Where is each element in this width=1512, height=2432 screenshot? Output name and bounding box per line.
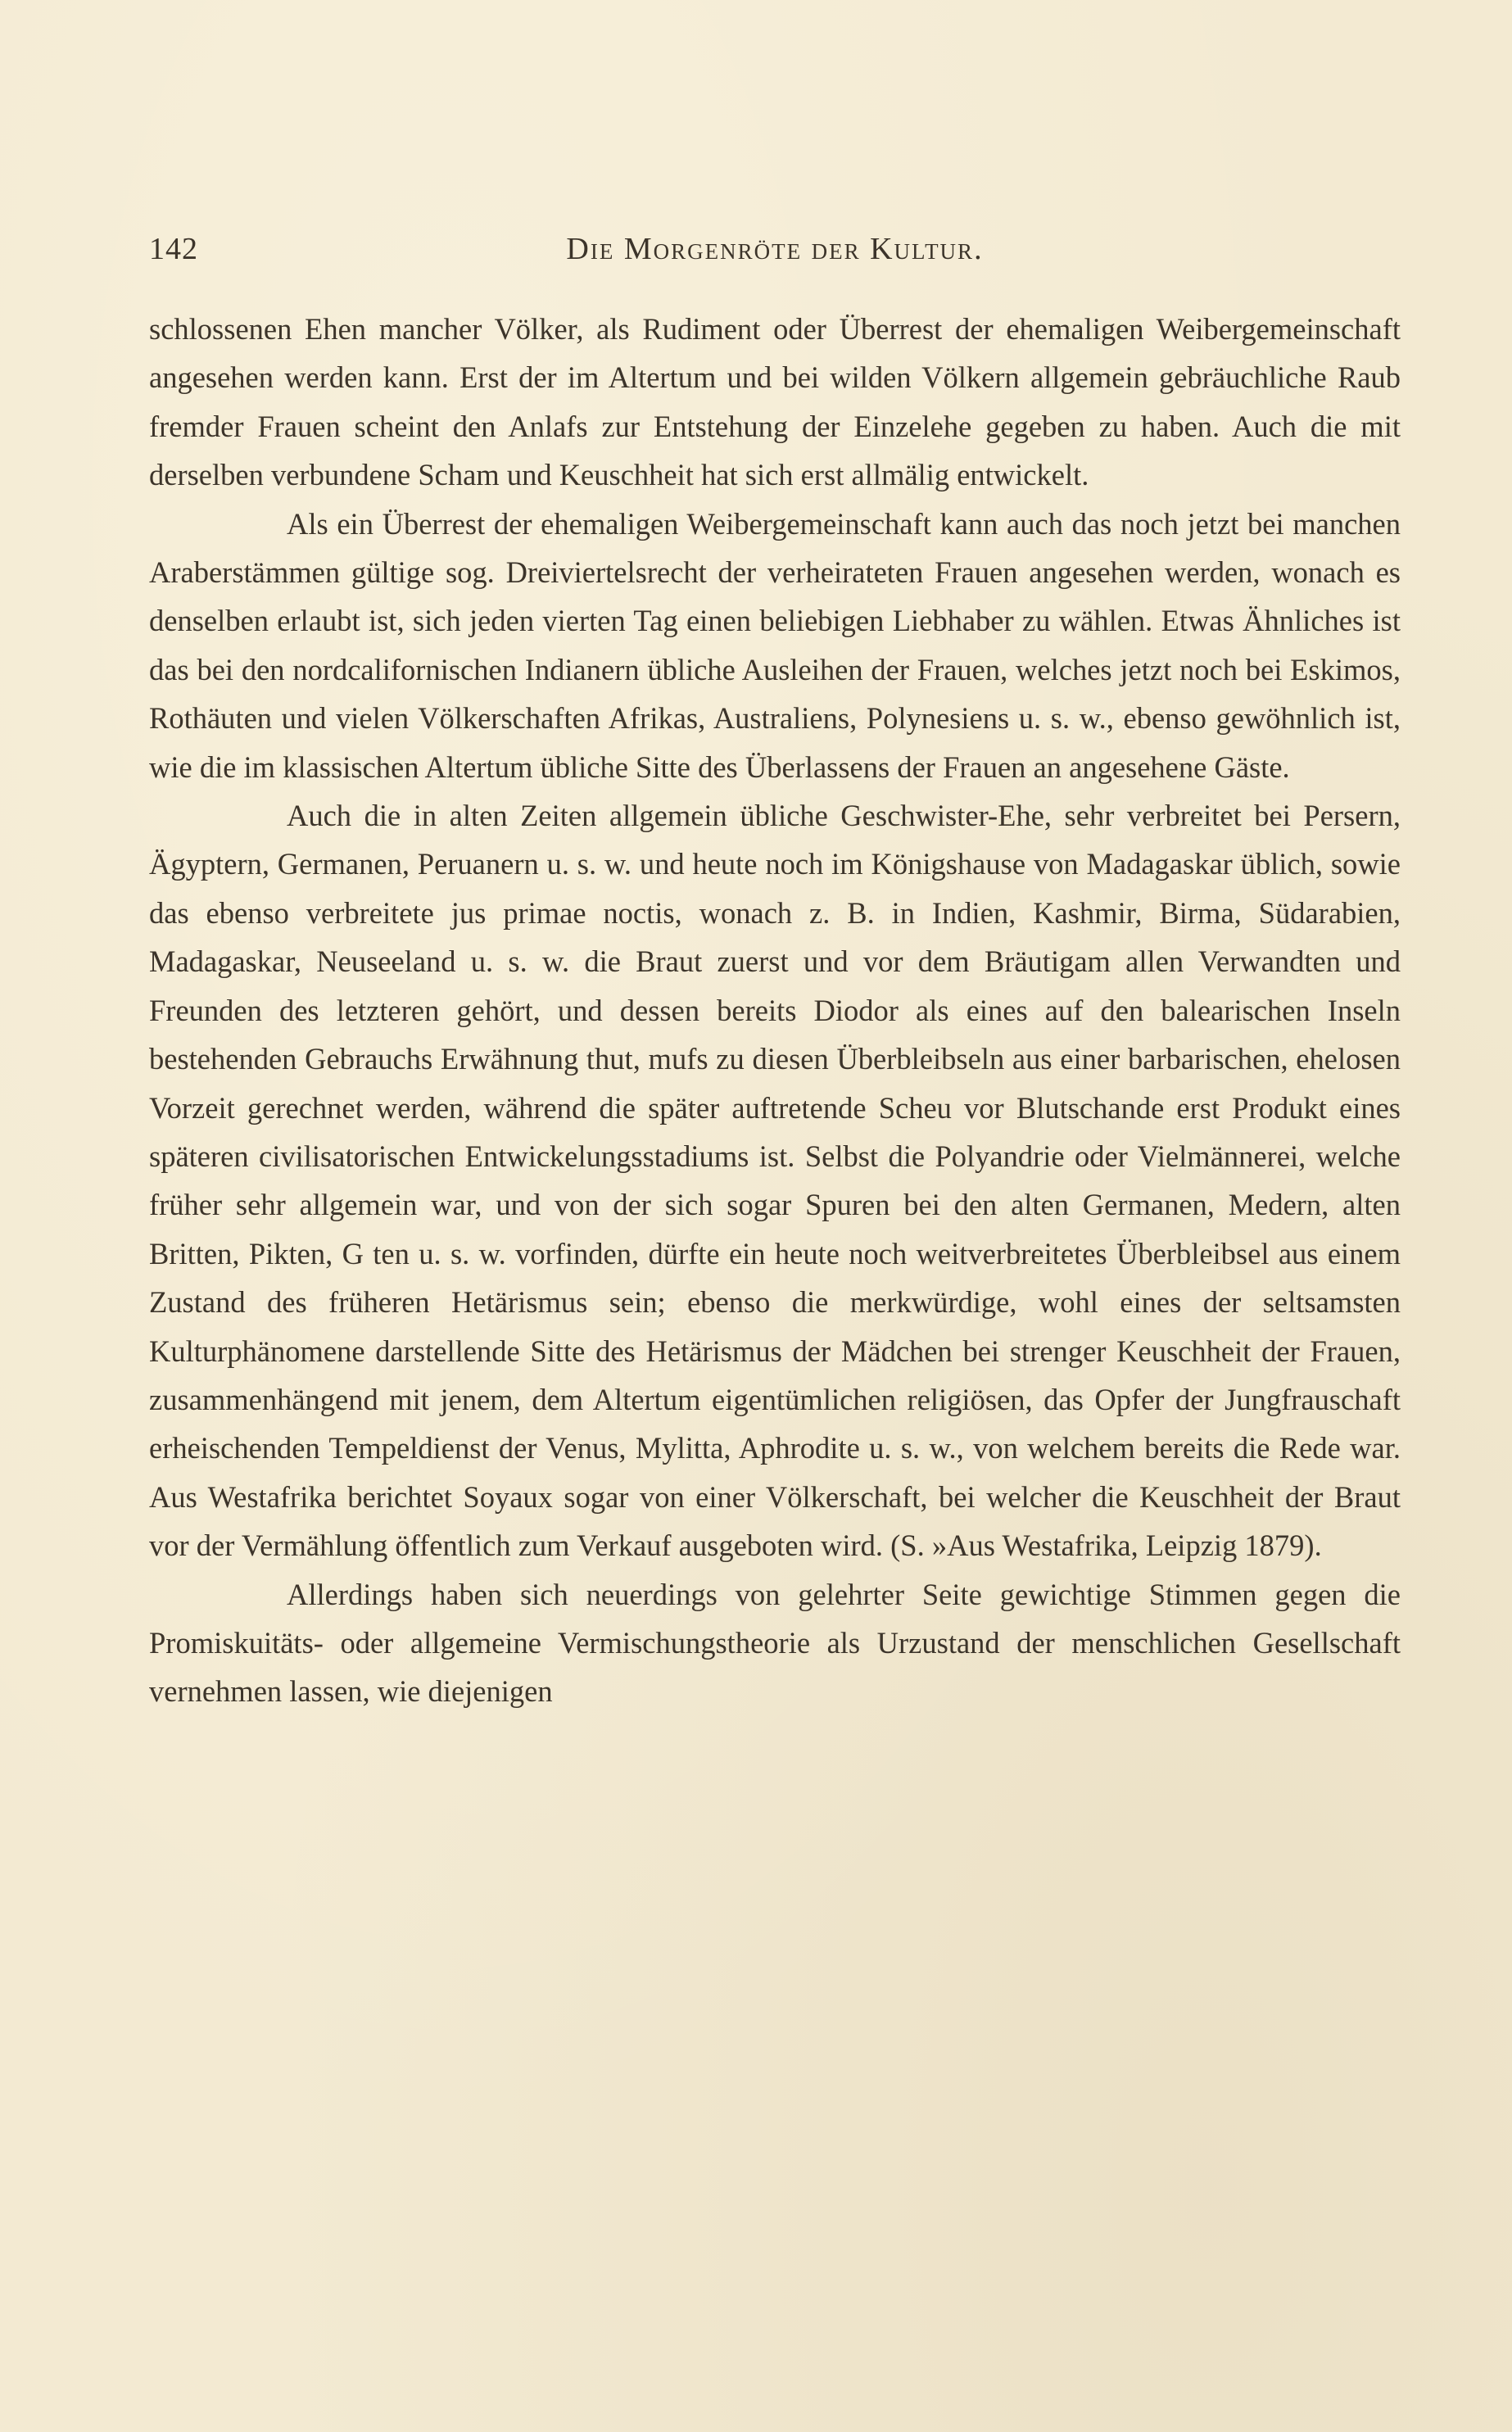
- body-text: [149, 305, 1401, 1716]
- running-title: Die Morgenröte der Kultur.: [566, 232, 984, 266]
- paragraph-4: Allerdings haben sich neuerdings von gelehrter Seite gewichtige Stimmen gegen die Promiskuitäts- oder allgemeine Vermischungstheorie als Urzustand der menschlichen Gesellschaft vernehmen lassen, wie diejenigen: [149, 1577, 1401, 1709]
- paragraph-2: Als ein Überrest der ehemaligen Weibergemeinschaft kann auch das noch jetzt bei manchen Araberstämmen gültige sog. Dreiviertelsrecht der verheirateten Frauen angesehen werden, wonach es denselben erlaubt ist, sich jeden vierten Tag einen beliebigen Liebhaber zu wählen. Etwas Ähnliches ist das bei den nordcalifornischen Indianern übliche Ausleihen der Frauen, welches jetzt noch bei Eskimos, Rothäuten und vielen Völkerschaften Afrikas, Australiens, Polynesiens u. s. w., ebenso gewöhnlich ist, wie die im klassischen Altertum übliche Sitte des Überlassens der Frauen an angesehene Gäste.: [149, 506, 1401, 784]
- running-head: [149, 226, 1401, 272]
- paragraph-3: Auch die in alten Zeiten allgemein übliche Geschwister-Ehe, sehr verbreitet bei Persern, Ägyptern, Germanen, Peruanern u. s. w. und heute noch im Königshause von Madagaskar üblich, sowie das ebenso verbreitete jus primae noctis, wonach z. B. in Indien, Kashmir, Birma, Südarabien, Madagaskar, Neuseeland u. s. w. die Braut zuerst und vor dem Bräutigam allen Verwandten und Freunden des letzteren gehört, und dessen bereits Diodor als eines auf den balearischen Inseln bestehenden Gebrauchs Erwähnung thut, mufs zu diesen Überbleibseln aus einer barbarischen, ehelosen Vorzeit gerechnet werden, während die später auftretende Scheu vor Blutschande erst Produkt eines späteren civilisatorischen Entwickelungsstadiums ist. Selbst die Polyandrie oder Vielmännerei, welche früher sehr allgemein war, und von der sich sogar Spuren bei den alten Germanen, Medern, alten Britten, Pikten, G ten u. s. w. vorfinden, dürfte ein heute noch weitverbreitetes Überbleibsel aus einem Zustand des früheren Hetärismus sein; ebenso die merkwürdige, wohl eines der seltsamsten Kulturphänomene darstellende Sitte des Hetärismus der Mädchen bei strenger Keuschheit der Frauen, zusammenhängend mit jenem, dem Altertum eigentümlichen religiösen, das Opfer der Jungfrauschaft erheischenden Tempeldienst der Venus, Mylitta, Aphrodite u. s. w., von welchem bereits die Rede war. Aus Westafrika berichtet Soyaux sogar von einer Völkerschaft, bei welcher die Keuschheit der Braut vor der Vermählung öffentlich zum Verkauf ausgeboten wird. (S. »Aus Westafrika, Leipzig 1879).: [149, 799, 1401, 1563]
- page-number: 142: [149, 232, 198, 266]
- paragraph-1: schlossenen Ehen mancher Völker, als Rudiment oder Überrest der ehemaligen Weibergemeinschaft angesehen werden kann. Erst der im Altertum und bei wilden Völkern allgemein gebräuchliche Raub fremder Frauen scheint den Anlafs zur Entstehung der Einzelehe gegeben zu haben. Auch die mit derselben verbundene Scham und Keuschheit hat sich erst allmälig entwickelt.: [149, 312, 1401, 492]
